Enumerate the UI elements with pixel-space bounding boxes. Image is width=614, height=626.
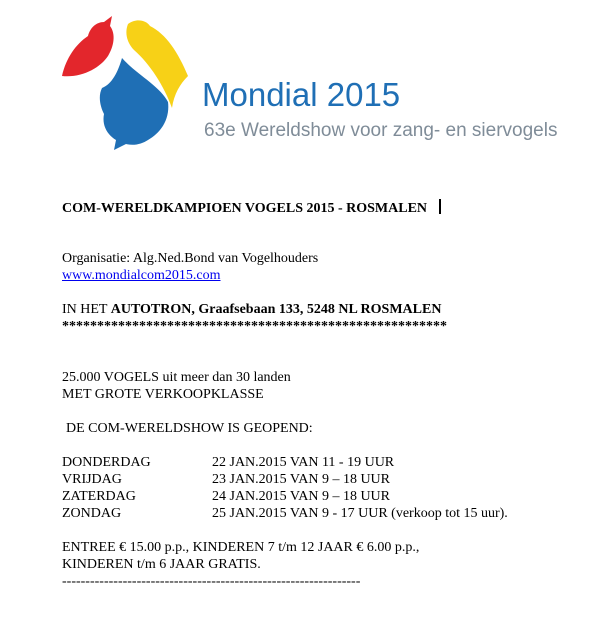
heading: COM-WERELDKAMPIOEN VOGELS 2015 - ROSMALEN xyxy=(62,201,428,216)
schedule-day: ZONDAG xyxy=(62,506,122,521)
dash-divider: ---------------------------------------------------------------- xyxy=(62,574,361,589)
schedule-row xyxy=(62,505,592,522)
red-bird-shape xyxy=(62,16,114,76)
schedule-row xyxy=(62,471,592,488)
entry-line-2: KINDEREN t/m 6 JAAR GRATIS. xyxy=(62,557,261,572)
heading-line xyxy=(62,199,592,216)
spacer xyxy=(62,522,592,539)
text-cursor xyxy=(439,199,441,214)
brand-subtitle: 63e Wereldshow voor zang- en siervogels xyxy=(204,120,558,141)
website-line xyxy=(62,267,592,284)
website-link[interactable]: www.mondialcom2015.com xyxy=(62,268,221,283)
logo-header xyxy=(0,0,614,160)
document-body xyxy=(62,199,592,590)
sales-line: MET GROTE VERKOOPKLASSE xyxy=(62,387,264,402)
schedule-time: 22 JAN.2015 VAN 11 - 19 UUR xyxy=(212,455,395,470)
schedule-row xyxy=(62,488,592,505)
birds-logo-icon xyxy=(52,14,200,154)
schedule-day: VRIJDAG xyxy=(62,472,122,487)
schedule-time: 24 JAN.2015 VAN 9 – 18 UUR xyxy=(212,489,391,504)
schedule-row xyxy=(62,454,592,471)
entry-line-1: ENTREE € 15.00 p.p., KINDEREN 7 t/m 12 JAAR € 6.00 p.p., xyxy=(62,540,420,555)
spacer xyxy=(62,284,592,301)
organisation: Organisatie: Alg.Ned.Bond van Vogelhouders xyxy=(62,251,319,266)
spacer xyxy=(62,352,592,369)
spacer xyxy=(62,233,592,250)
stars-divider: ******************************************************* xyxy=(62,319,447,334)
brand-title: Mondial 2015 xyxy=(202,76,401,113)
venue: AUTOTRON, Graafsebaan 133, 5248 NL ROSMALEN xyxy=(110,302,442,317)
schedule-time: 23 JAN.2015 VAN 9 – 18 UUR xyxy=(212,472,391,487)
spacer xyxy=(62,403,592,420)
venue-line xyxy=(62,301,592,318)
spacer xyxy=(62,437,592,454)
schedule-time: 25 JAN.2015 VAN 9 - 17 UUR (verkoop tot 15 uur). xyxy=(212,506,508,521)
spacer xyxy=(62,335,592,352)
schedule-day: DONDERDAG xyxy=(62,455,151,470)
open-line: DE COM-WERELDSHOW IS GEOPEND: xyxy=(66,421,313,436)
schedule-day: ZATERDAG xyxy=(62,489,136,504)
venue-prefix: IN HET xyxy=(62,302,111,317)
birds-line: 25.000 VOGELS uit meer dan 30 landen xyxy=(62,370,291,385)
spacer xyxy=(62,216,592,233)
